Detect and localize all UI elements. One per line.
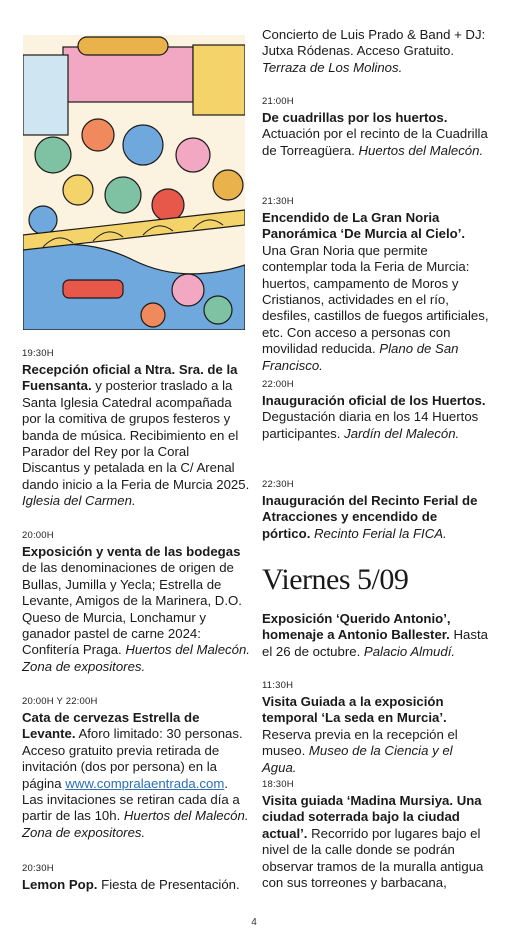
event-text [262,393,490,442]
event-text [22,362,250,510]
event-body: Concierto de Luis Prado & Band + DJ: Jutxa Ródenas. Acceso Gratuito. [262,27,486,59]
event-title: De cuadrillas por los huertos. [262,110,448,125]
event-body: Reserva previa en la recepción el museo. [262,726,458,759]
event-title: Inauguración del Recinto Ferial de Atracciones y encendido de pórtico. [262,493,478,541]
event-text [262,611,490,660]
event-inauguracion-huertos [262,379,490,442]
event-place: Huertos del Malecón. Zona de expositores. [22,808,249,840]
event-time: 22:30H [262,479,294,490]
event-body: de las denominaciones de origen de Bullas, Jumilla y Yecla; Estrella de Levante, Amigos de la Marinera, D.O. Queso de Murcia, Lonchamur y ganador pastel de carne 2024: Confitería Praga. [22,560,242,658]
illustration-art [23,35,245,330]
event-madina-mursiya [262,779,490,891]
event-title: Exposición ‘Querido Antonio’, homenaje a Antonio Ballester. [262,611,451,643]
event-text [22,877,250,893]
event-time: 22:00H [262,379,294,390]
event-place: Huertos del Malecón. Zona de expositores. [22,642,250,674]
event-time: 20:00H [22,530,54,541]
compralaentrada-link[interactable]: www.compralaentrada.com [65,775,225,791]
event-place: Recinto Ferial la FICA. [314,525,447,541]
event-body: Recorrido por lugares bajo el nivel de la calle donde se podrán observar tramos de la muralla antigua con sus torreones y barbacana, [262,825,484,891]
event-la-seda [262,680,490,776]
day-heading: Viernes 5/09 [262,563,409,596]
event-title: Lemon Pop. [22,877,98,892]
event-text [262,110,490,159]
event-time: 21:30H [262,196,294,207]
event-text [22,544,250,675]
event-time: 11:30H [262,680,294,691]
event-place: Huertos del Malecón. [358,142,484,158]
event-text [262,210,490,374]
event-recepcion [22,348,250,510]
event-place: Palacio Almudí. [363,643,456,659]
event-recinto-ferial [262,479,484,542]
event-title: Visita Guiada a la exposición temporal ‘La seda en Murcia’. [262,694,447,726]
event-body: Hasta el 26 de octubre. [262,627,488,659]
event-gran-noria [262,196,490,374]
event-body: Aforo limitado: 30 personas. Acceso gratuito previa retirada de invitación (dos por persona) en la página [22,726,243,791]
event-time: 21:00H [262,96,294,107]
event-cuadrillas [262,96,490,159]
event-title: Cata de cervezas Estrella de Levante. [22,710,200,742]
event-text [22,710,250,841]
event-time: 18:30H [262,779,294,790]
event-title: Inauguración oficial de los Huertos. [262,393,486,408]
event-place: Iglesia del Carmen. [22,493,136,509]
event-time: 19:30H [22,348,54,359]
event-title: Visita guiada ‘Madina Mursiya. Una ciudad soterrada bajo la ciudad actual’. [262,793,482,841]
event-body: y posterior traslado a la Santa Iglesia Catedral acompañada por la comitiva de grupos festeros y banda de música. Recibimiento en el Parador del Rey por la Coral Discantus y petalada en la C/ Arenal dando inicio a la Feria de Murcia 2025. [22,378,250,492]
festival-illustration [23,35,245,330]
event-lemon-pop [22,863,250,893]
page-number: 4 [251,917,257,928]
event-time: 20:00H Y 22:00H [22,696,98,707]
event-body: Una Gran Noria que permite contemplar toda la Feria de Murcia: huertos, campamento de Moros y Cristianos, actividades en el río, desfiles, castillos de fuegos artificiales, etc. Con acceso a personas con movilidad reducida. [262,242,489,357]
event-text [262,27,490,76]
event-concierto-continued [262,27,490,76]
event-place: Jardín del Malecón. [344,425,460,441]
event-body: Actuación por el recinto de la Cuadrilla de Torreagüera. [262,126,488,158]
event-body-continued: . Las invitaciones se retiran cada día a partir de las 10h. [22,775,240,824]
event-place: Plano de San Francisco. [262,341,459,373]
event-querido-antonio [262,611,490,660]
event-text [262,694,490,776]
event-exposicion-bodegas [22,530,250,675]
event-place: Museo de la Ciencia y el Agua. [262,743,453,775]
event-title: Recepción oficial a Ntra. Sra. de la Fuensanta. [22,362,238,394]
event-cata-cervezas [22,696,250,841]
event-title: Encendido de La Gran Noria Panorámica ‘De Murcia al Cielo’. [262,210,466,242]
event-text [262,793,490,891]
event-place: Terraza de Los Molinos. [262,59,403,75]
event-time: 20:30H [22,863,54,874]
event-body: Degustación diaria en los 14 Huertos participantes. [262,409,479,441]
event-body: Fiesta de Presentación. [97,877,240,892]
event-text [262,493,484,542]
event-title: Exposición y venta de las bodegas [22,544,241,559]
